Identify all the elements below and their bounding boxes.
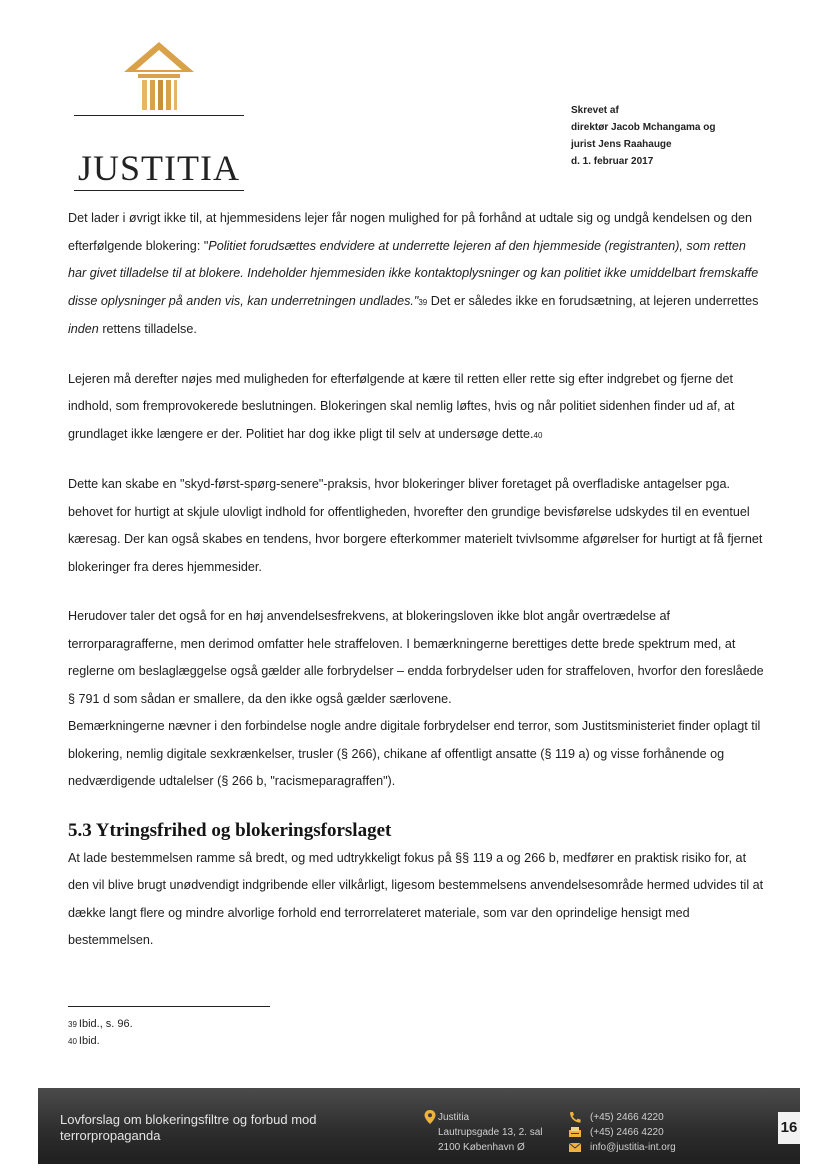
footnote-number: 40 — [68, 1037, 77, 1046]
fax-row — [568, 1125, 676, 1140]
location-pin-icon — [424, 1110, 436, 1124]
page-footer — [38, 1088, 800, 1164]
address-line: Lautrupsgade 13, 2. sal — [438, 1127, 543, 1138]
email-icon — [568, 1141, 582, 1153]
paragraph-1 — [68, 205, 764, 344]
paragraph-text: Det er således ikke en forudsætning, at lejeren underrettes — [427, 293, 759, 308]
footnote-divider — [68, 1006, 270, 1007]
temple-columns-icon — [116, 38, 202, 114]
footnote-ref-39[interactable]: 39 — [418, 297, 428, 307]
paragraph-text: Lejeren må derefter nøjes med muligheden for efterfølgende at kære til retten eller rette sig efter indgrebet og fjerne det indhold, som fremprovokerede beslutningen. Blokeringen skal nemlig løftes, hvis og når politiet sidenhen finder ud af, at grundlaget ikke længere er der. Politiet har dog ikke pligt til selv at undersøge dette. — [68, 371, 735, 441]
logo-wordmark: JUSTITIA — [78, 148, 240, 188]
footnote-text: Ibid. — [78, 1035, 100, 1047]
footnote-item — [68, 1016, 133, 1033]
paragraph-5: At lade bestemmelsen ramme så bredt, og med udtrykkeligt fokus på §§ 119 a og 266 b, medfører en praktisk risiko for, at den vil blive brugt unødvendigt indgribende eller vilkårligt, ligesom bestemmelsens anvendelsesområde hermed udvides til at dække langt flere og mindre alvorlige forhold end terrorrelateret materiale, som var den oprindelige hensigt med bestemmelsen. — [68, 850, 764, 947]
footer-title-line: Lovforslag om blokeringsfiltre og forbud mod — [60, 1112, 317, 1127]
fax-number[interactable]: (+45) 2466 4220 — [590, 1127, 664, 1138]
paragraph-text: Det lader i øvrigt ikke til, at hjemmesidens lejer får nogen mulighed for på forhånd at udtale sig og undgå kendelsen og den efterfølgende blokering: " — [68, 211, 752, 253]
paragraph-3: Dette kan skabe en "skyd-først-spørg-senere"-praksis, hvor blokeringer bliver foretaget på overfladiske antagelser pga. behovet for hurtigt at skjule ulovligt indhold for offentligheden, hvorefter den grundige bevisførelse udskydes til en eventuel kæresag. Der kan også skabes en tendens, hvor borgere efterkommer materielt tvivlsomme afgørelser for hurtigt at få fjernet blokeringer fra deres hjemmesider. — [68, 477, 763, 574]
quote-mark: " — [413, 293, 419, 308]
page-number: 16 — [778, 1112, 800, 1144]
footer-contact — [568, 1110, 676, 1155]
main-content — [68, 205, 764, 977]
paragraph-text: rettens tilladelse. — [98, 322, 197, 336]
paragraph-2 — [68, 366, 764, 450]
author-line: jurist Jens Raahauge — [571, 139, 672, 150]
email-row — [568, 1140, 676, 1155]
footnotes — [68, 1016, 133, 1050]
address-line: 2100 København Ø — [438, 1142, 525, 1153]
section-heading: 5.3 Ytringsfrihed og blokeringsforslaget — [68, 819, 392, 841]
author-block — [571, 102, 761, 170]
paragraph-4a: Herudover taler det også for en høj anvendelsesfrekvens, at blokeringsloven ikke blot angår overtrædelse af terrorparagrafferne, men derimod omfatter hele straffeloven. I bemærkningerne berettiges dette brede spektrum med, at reglerne om beslaglæggelse også gælder alle forbrydelser – endda forbrydelser uden for straffeloven, hvorfor den foreslåede § 791 d som sådan er smallere, da den ikke også gælder særlovene. — [68, 609, 764, 706]
emphasis-text: inden — [68, 322, 99, 336]
phone-row — [568, 1110, 676, 1125]
email-link[interactable]: info@justitia-int.org — [590, 1142, 676, 1153]
footnote-item — [68, 1033, 133, 1050]
paragraph-4b: Bemærkningerne nævner i den forbindelse nogle andre digitale forbrydelser end terror, som Justitsministeriet finder oplagt til blokering, nemlig digitale sexkrænkelser, trusler (§ 266), chikane af offentligt ansatte (§ 119 a) og visse forhånende og nedværdigende udtalelser (§ 266 b, "racismeparagraffen"). — [68, 719, 761, 788]
footer-title-line: terrorpropaganda — [60, 1128, 161, 1143]
author-line: Skrevet af — [571, 105, 619, 116]
quoted-text: Politiet forudsættes endvidere at underrette lejeren af den hjemmeside (registranten), som retten har givet tilladelse til at blokere. Indeholder hjemmesiden ikke kontaktoplysninger og kan politiet ikke umiddelbart fremskaffe disse oplysninger på anden vis, kan underretningen undlades. — [68, 238, 759, 308]
footer-document-title — [60, 1112, 317, 1144]
footnote-ref-40[interactable]: 40 — [533, 430, 543, 440]
footnote-number: 39 — [68, 1020, 77, 1029]
phone-number[interactable]: (+45) 2466 4220 — [590, 1112, 664, 1123]
address-line: Justitia — [438, 1112, 470, 1123]
author-line: d. 1. februar 2017 — [571, 156, 654, 167]
justitia-logo — [74, 38, 244, 188]
footnote-text: Ibid., s. 96. — [78, 1018, 133, 1030]
phone-icon — [568, 1111, 582, 1123]
author-line: direktør Jacob Mchangama og — [571, 122, 716, 133]
fax-icon — [568, 1126, 582, 1138]
